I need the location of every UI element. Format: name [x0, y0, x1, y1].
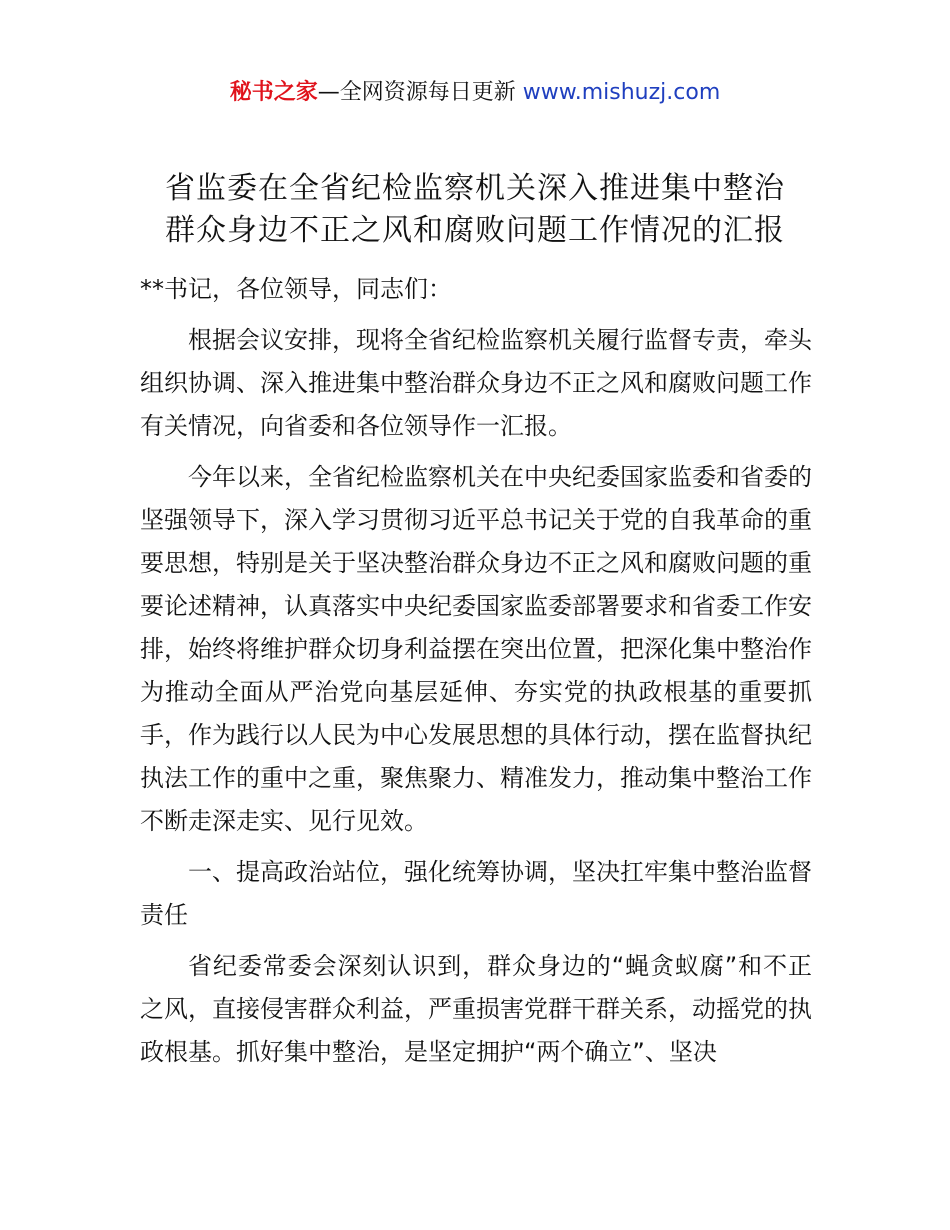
paragraph-intro: 根据会议安排，现将全省纪检监察机关履行监督专责，牵头组织协调、深入推进集中整治群众身边不正之风和腐败问题工作有关情况，向省委和各位领导作一汇报。 — [140, 326, 812, 440]
document-title — [100, 168, 850, 252]
title-line-2: 群众身边不正之风和腐败问题工作情况的汇报 — [165, 213, 785, 248]
paragraph-overview: 今年以来，全省纪检监察机关在中央纪委国家监委和省委的坚强领导下，深入学习贯彻习近平总书记关于党的自我革命的重要思想，特别是关于坚决整治群众身边不正之风和腐败问题的重要论述精神，认真落实中央纪委国家监委部署要求和省委工作安排，始终将维护群众切身利益摆在突出位置，把深化集中整治作为推动全面从严治党向基层延伸、夯实党的执政根基的重要抓手，作为践行以人民为中心发展思想的具体行动，摆在监督执纪执法工作的重中之重，聚焦聚力、精准发力，推动集中整治工作不断走深走实、见行见效。 — [140, 463, 812, 835]
brand-name: 秘书之家 — [229, 80, 318, 105]
document-body — [140, 268, 812, 1074]
salutation: **书记，各位领导，同志们： — [140, 275, 452, 303]
header-tagline: —全网资源每日更新 — [317, 80, 523, 105]
section-heading-1: 一、提高政治站位，强化统筹协调，坚决扛牢集中整治监督责任 — [140, 858, 812, 929]
paragraph-section-1: 省纪委常委会深刻认识到，群众身边的“蝇贪蚁腐”和不正之风，直接侵害群众利益，严重损害党群干群关系，动摇党的执政根基。抓好集中整治，是坚定拥护“两个确立”、坚决 — [140, 952, 812, 1066]
site-header — [0, 78, 950, 108]
site-url[interactable]: www.mishuzj.com — [522, 80, 721, 105]
title-line-1: 省监委在全省纪检监察机关深入推进集中整治 — [165, 171, 785, 206]
